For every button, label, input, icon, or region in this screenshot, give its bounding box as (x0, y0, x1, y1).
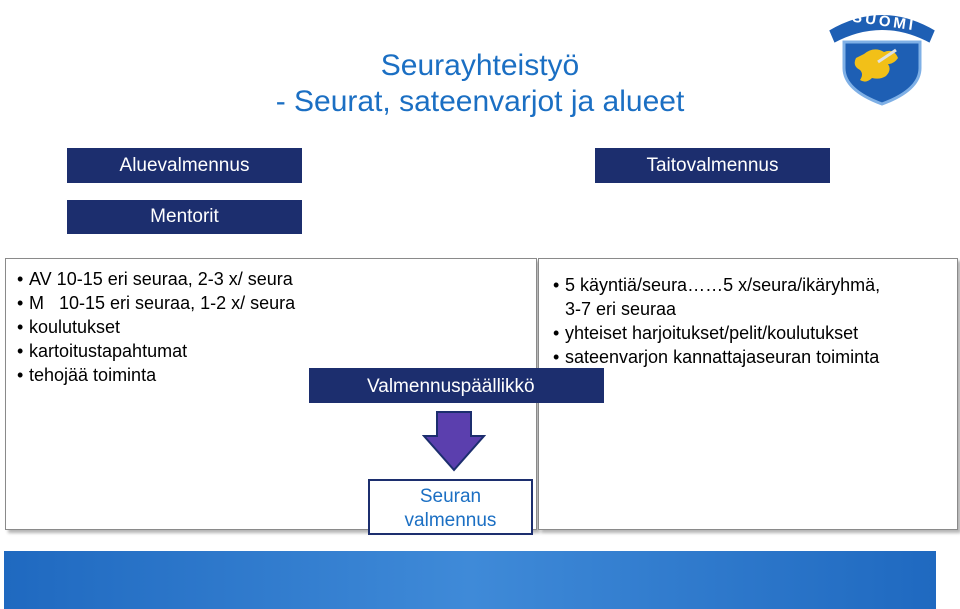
taitovalmennus-label: Taitovalmennus (646, 154, 779, 176)
bullet-icon: • (553, 275, 560, 295)
right-bullet-list (553, 273, 880, 369)
seuran-valmennus-line-1: Seuran (419, 486, 482, 507)
bullet-icon: • (553, 347, 560, 367)
valmennuspaallikko-box (309, 368, 604, 403)
list-item: • kartoitustapahtumat (17, 341, 188, 361)
list-item: • M 10-15 eri seuraa, 1-2 x/ seura (17, 293, 296, 313)
down-arrow-icon (422, 410, 486, 472)
mentorit-label: Mentorit (150, 206, 219, 227)
title-line-1: Seurayhteistyö (380, 49, 580, 82)
list-item: • 5 käyntiä/seura……5 x/seura/ikäryhmä, (553, 275, 881, 295)
seuran-valmennus-box (368, 479, 533, 535)
bullet-icon: • (17, 317, 24, 337)
list-item-continuation: 3-7 eri seuraa (565, 299, 677, 319)
seuran-valmennus-line-2: valmennus (404, 510, 497, 531)
footer-band (4, 551, 936, 609)
slide-title (200, 48, 760, 120)
bullet-icon: • (17, 341, 24, 361)
title-line-2: - Seurat, sateenvarjot ja alueet (275, 85, 685, 118)
bullet-icon: • (17, 269, 24, 289)
aluevalmennus-box (67, 148, 302, 183)
list-item: • koulutukset (17, 317, 121, 337)
left-bullet-list (17, 267, 295, 387)
list-item: • sateenvarjon kannattajaseuran toiminta (553, 347, 880, 367)
aluevalmennus-label: Aluevalmennus (119, 154, 250, 176)
suomi-logo (820, 4, 944, 106)
mentorit-box (67, 200, 302, 234)
taitovalmennus-box (595, 148, 830, 183)
bullet-icon: • (17, 365, 24, 385)
list-item: • tehojää toiminta (17, 365, 157, 385)
valmennuspaallikko-label: Valmennuspäällikkö (367, 376, 535, 397)
bullet-icon: • (553, 323, 560, 343)
list-item: • AV 10-15 eri seuraa, 2-3 x/ seura (17, 269, 293, 289)
logo-text: SUOMI (851, 8, 918, 35)
list-item: • yhteiset harjoitukset/pelit/koulutukset (553, 323, 859, 343)
bullet-icon: • (17, 293, 24, 313)
